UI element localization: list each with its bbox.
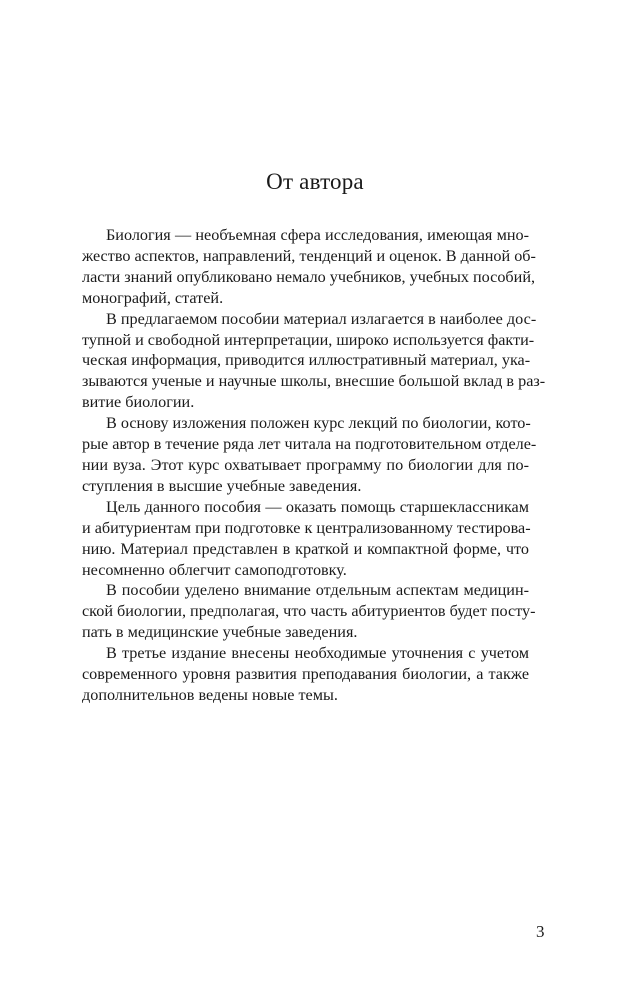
text-line: жество аспектов, направлений, тенденций и оценок. В данной об-	[82, 246, 536, 265]
text-line: монографий, статей.	[82, 288, 224, 307]
text-line: современного уровня развития преподавания биологии, а также	[82, 665, 529, 684]
text-line: ческая информация, приводится иллюстративный материал, ука-	[82, 351, 531, 370]
text-line: В третье издание внесены необходимые уточнения с учетом	[106, 644, 529, 663]
text-line: нии вуза. Этот курс охватывает программу по биологии для по-	[82, 455, 529, 474]
paragraph	[82, 309, 546, 414]
text-line: дополнительнов ведены новые темы.	[82, 685, 338, 704]
text-line: зываются ученые и научные школы, внесшие большой вклад в раз-	[82, 372, 546, 391]
text-line: В основу изложения положен курс лекций по биологии, кото-	[106, 414, 531, 433]
text-line: В предлагаемом пособии материал излагается в наиболее дос-	[106, 309, 537, 328]
text-line: ласти знаний опубликовано немало учебников, учебных пособий,	[82, 267, 536, 286]
text-line: несомненно облегчит самоподготовку.	[82, 560, 347, 579]
text-line: витие биологии.	[82, 393, 195, 412]
text-line: ской биологии, предполагая, что часть абитуриентов будет посту-	[82, 602, 536, 621]
text-line: рые автор в течение ряда лет читала на подготовительном отделе-	[82, 435, 537, 454]
text-line: Биология — необъемная сфера исследования, имеющая мно-	[106, 226, 529, 244]
paragraph	[82, 413, 537, 497]
page-title: От автора	[266, 169, 364, 194]
text-line: тупной и свободной интерпретации, широко используется факти-	[82, 330, 535, 349]
text-line: пать в медицинские учебные заведения.	[82, 623, 358, 642]
paragraph	[82, 497, 529, 581]
paragraph	[82, 225, 536, 309]
text-line: ступления в высшие учебные заведения.	[82, 476, 362, 495]
page-number: 3	[536, 922, 545, 941]
text-line: и абитуриентам при подготовке к централизованному тестирова-	[82, 518, 531, 537]
paragraph	[82, 580, 536, 643]
body-text	[82, 225, 546, 706]
text-line: Цель данного пособия — оказать помощь старшеклассникам	[106, 497, 529, 516]
text-line: нию. Материал представлен в краткой и компактной форме, что	[82, 539, 529, 558]
paragraph	[82, 643, 529, 706]
text-line: В пособии уделено внимание отдельным аспектам медицин-	[106, 581, 529, 600]
